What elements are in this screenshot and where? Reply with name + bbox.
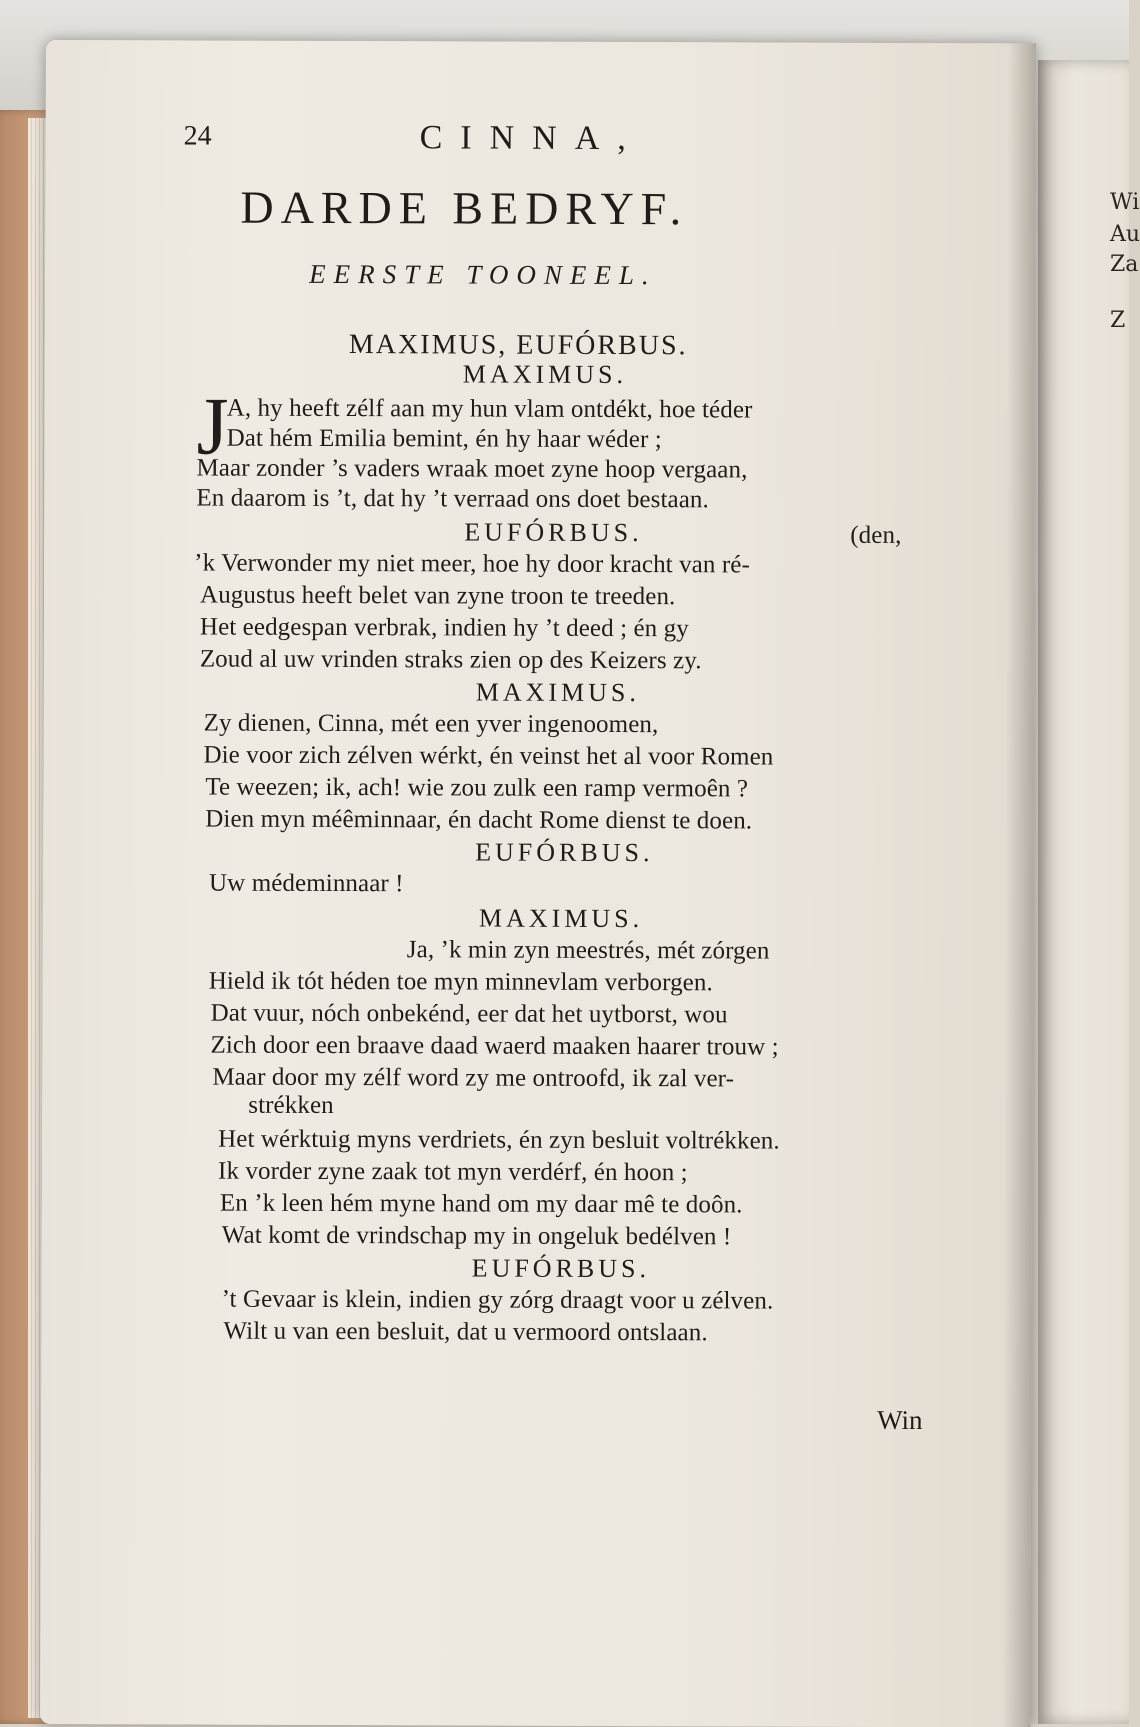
speaker-heading: EUFÓRBUS. <box>475 837 654 868</box>
verse-line: Uw médeminnaar ! <box>209 869 404 898</box>
facing-page <box>1038 60 1140 1724</box>
verse-line: Ja, ’k min zyn meestrés, mét zórgen <box>406 936 770 965</box>
book-page <box>40 40 1036 1727</box>
verse-line: Die voor zich zélven wérkt, én veinst het al voor Romen <box>203 741 774 771</box>
drop-cap: J <box>196 380 229 472</box>
scene-title: EERSTE TOONEEL. <box>309 258 657 291</box>
verse-line: Wat komt de vrindschap my in ongeluk bedélven ! <box>221 1221 732 1251</box>
verse-line: Maar door my zélf word zy me ontroofd, ik zal ver- <box>212 1063 735 1093</box>
verse-line: Ik vorder zyne zaak tot myn verdérf, én hoon ; <box>218 1157 688 1187</box>
verse-line: ’t Gevaar is klein, indien gy zórg draagt voor u zélven. <box>221 1285 774 1315</box>
act-title: DARDE BEDRYF. <box>240 181 689 235</box>
verse-line: Maar zonder ’s vaders wraak moet zyne hoop vergaan, <box>196 454 748 484</box>
verse-line: strékken <box>248 1091 334 1120</box>
verse-line: Zoud al uw vrinden straks zien op des Keizers zy. <box>199 645 702 675</box>
verse-line: Hield ik tót héden toe myn minnevlam verborgen. <box>208 967 713 997</box>
speaker-heading: EUFÓRBUS. <box>464 517 643 548</box>
verse-line: Wilt u van een besluit, dat u vermoord ontslaan. <box>223 1317 708 1347</box>
verse-line: En ’k leen hém myne hand om my daar mê te doôn. <box>219 1189 743 1219</box>
verse-line: Het wérktuig myns verdriets, én zyn besluit voltrékken. <box>218 1125 780 1155</box>
speaker-heading: MAXIMUS. <box>475 677 640 708</box>
scene-characters: MAXIMUS, EUFÓRBUS. <box>348 329 688 362</box>
running-title: CINNA, <box>419 119 644 158</box>
verse-line: En daarom is ’t, dat hy ’t verraad ons doet bestaan. <box>196 484 709 514</box>
verse-line: Zy dienen, Cinna, mét een yver ingenoomen, <box>203 709 659 739</box>
page-number: 24 <box>183 120 212 152</box>
verse-line: Te weezen; ik, ach! wie zou zulk een ramp vermoên ? <box>205 773 749 803</box>
speaker-heading: EUFÓRBUS. <box>471 1253 651 1284</box>
facing-page-fragment: Wi <box>1110 190 1140 215</box>
verse-line: Zich door een braave daad waerd maaken haarer trouw ; <box>210 1031 779 1061</box>
verse-line: Het eedgespan verbrak, indien hy ’t deed ; én gy <box>199 613 689 643</box>
verse-line: ’k Verwonder my niet meer, hoe hy door kracht van ré- <box>194 549 750 579</box>
facing-page-fragment: Za <box>1110 252 1139 277</box>
facing-page-fragment: Au <box>1110 222 1140 247</box>
verse-line: A, hy heeft zélf aan my hun vlam ontdékt, hoe téder <box>226 394 753 424</box>
verse-line: Dat hém Emilia bemint, én hy haar wéder ; <box>226 424 662 454</box>
facing-page-fragment: Z <box>1110 308 1126 333</box>
speaker-heading: MAXIMUS. <box>478 903 644 934</box>
catchword: Win <box>877 1404 923 1436</box>
verse-line: Dien myn méêminnaar, én dacht Rome dienst te doen. <box>205 805 753 835</box>
verse-line: Dat vuur, nóch onbekénd, eer dat het uytborst, wou <box>210 999 728 1029</box>
verse-line-aside: (den, <box>850 521 902 549</box>
speaker-heading: MAXIMUS. <box>462 359 628 390</box>
page-gutter-shadow <box>1002 43 1036 1727</box>
verse-line: Augustus heeft belet van zyne troon te treeden. <box>200 581 676 611</box>
